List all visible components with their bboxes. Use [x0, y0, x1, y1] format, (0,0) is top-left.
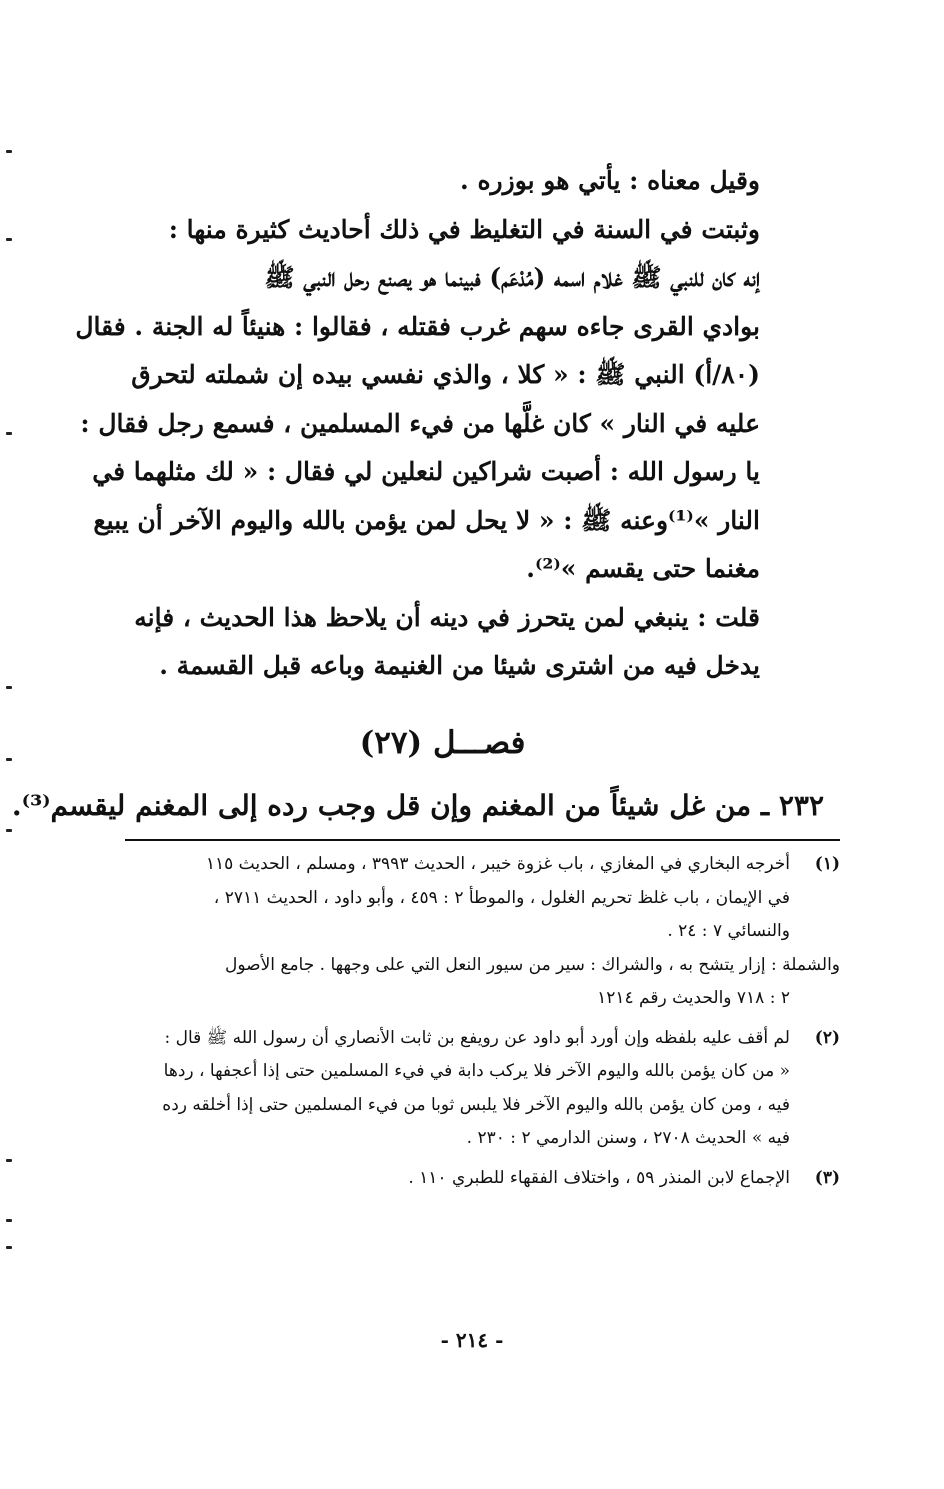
footnote-number: (٢) — [814, 1027, 840, 1048]
margin-speck — [6, 1159, 12, 1162]
body-line: قلت : ينبغي لمن يتحرز في دينه أن يلاحظ هذا الحديث ، فإنه — [134, 602, 760, 632]
footnote-line: فيه ، ومن كان يؤمن بالله واليوم الآخر فلا يلبس ثوبا من فيء المسلمين حتى إذا أخلقه رده — [162, 1094, 790, 1115]
footnote-line: « من كان يؤمن بالله واليوم الآخر فلا يركب دابة في فيء المسلمين حتى إذا أعجفها ، ردها — [163, 1061, 790, 1081]
footnote-divider — [125, 839, 840, 841]
body-line: مغنما حتى يقسم »⁽²⁾. — [526, 554, 760, 583]
section-title: ٢٣٢ ـ من غل شيئاً من المغنم وإن قل وجب رده إلى المغنم ليقسم⁽³⁾. — [11, 789, 824, 822]
body-line: النار »⁽¹⁾وعنه ﷺ : « لا يحل لمن يؤمن بالله واليوم الآخر أن يبيع — [93, 505, 760, 535]
footnote-1 — [125, 848, 840, 1016]
footnote-line: لم أقف عليه بلفظه وإن أورد أبو داود عن رويفع بن ثابت الأنصاري أن رسول الله ﷺ قال : — [164, 1027, 790, 1048]
body-line: (٨٠/أ) النبي ﷺ : « كلا ، والذي نفسي بيده إن شملته لتحرق — [131, 360, 760, 389]
margin-speck — [6, 686, 12, 689]
body-line: بوادي القرى جاءه سهم غرب فقتله ، فقالوا : هنيئاً له الجنة . فقال — [75, 311, 760, 341]
footnote-3 — [125, 1162, 840, 1196]
body-line: عليه في النار » كان غلَّها من فيء المسلمين ، فسمع رجل فقال : — [80, 408, 760, 438]
footnote-line: أخرجه البخاري في المغازي ، باب غزوة خيبر ، الحديث ٣٩٩٣ ، ومسلم ، الحديث ١١٥ — [205, 854, 790, 874]
footnote-line: الإجماع لابن المنذر ٥٩ ، واختلاف الفقهاء للطبري ١١٠ . — [408, 1167, 790, 1188]
margin-speck — [6, 758, 12, 761]
footnote-line: في الإيمان ، باب غلظ تحريم الغلول ، والموطأ ٢ : ٤٥٩ ، وأبو داود ، الحديث ٢٧١١ ، — [213, 887, 790, 908]
footnote-number: (٣) — [814, 1167, 840, 1188]
body-line: وقيل معناه : يأتي هو بوزره . — [460, 166, 760, 195]
margin-speck — [6, 432, 12, 435]
body-line: يدخل فيه من اشترى شيئا من الغنيمة وباعه قبل القسمة . — [159, 651, 760, 680]
chapter-heading: فصـــل (٢٧) — [359, 725, 526, 761]
footnote-line: والشملة : إزار يتشح به ، والشراك : سير من سيور النعل التي على وجهها . جامع الأصول — [225, 954, 840, 975]
margin-speck — [6, 150, 12, 153]
page-number: - ٢١٤ - — [440, 1328, 504, 1352]
footnote-line: فيه » الحديث ٢٧٠٨ ، وسنن الدارمي ٢ : ٢٣٠ . — [466, 1128, 790, 1148]
margin-speck — [6, 1219, 12, 1222]
footnotes — [125, 848, 840, 1201]
footnote-line: والنسائي ٧ : ٢٤ . — [667, 921, 790, 941]
body-line: يا رسول الله : أصبت شراكين لنعلين لي فقال : « لك مثلهما في — [92, 457, 760, 486]
main-text — [75, 157, 760, 691]
footnote-number: (١) — [814, 854, 840, 874]
body-line: وثبتت في السنة في التغليظ في ذلك أحاديث كثيرة منها : — [168, 214, 760, 244]
footnote-line: ٢ : ٧١٨ والحديث رقم ١٢١٤ — [597, 988, 790, 1008]
margin-speck — [6, 238, 12, 241]
margin-speck — [6, 1246, 12, 1249]
body-line: إنه كان للنبي ﷺ غلام اسمه (مُدْعَم) فبينما هو يصنع رحل النبي ﷺ — [264, 263, 760, 292]
footnote-2 — [125, 1022, 840, 1156]
